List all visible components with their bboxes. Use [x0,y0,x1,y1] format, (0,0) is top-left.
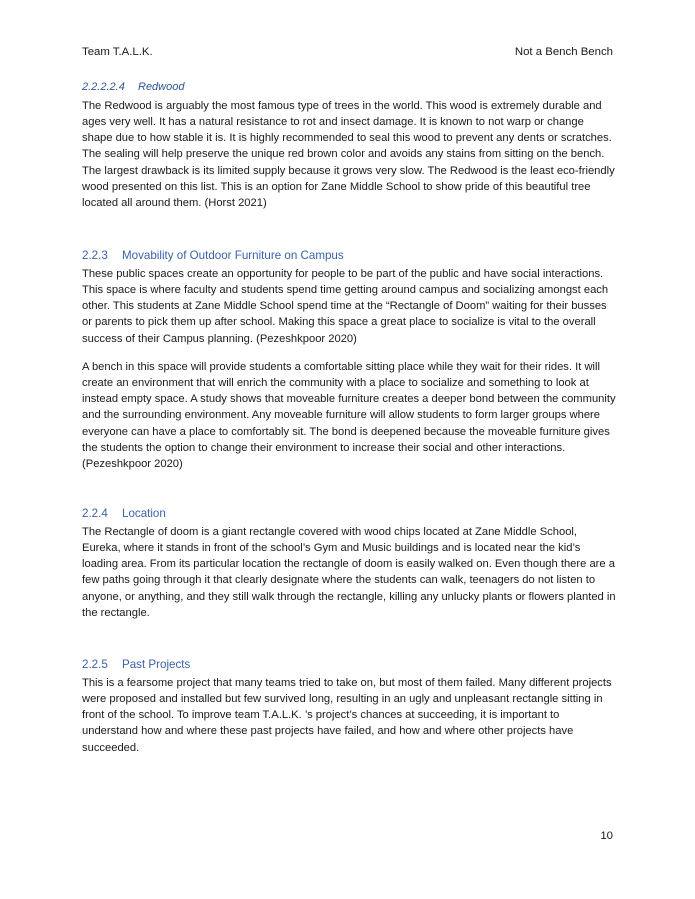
section-title: Location [122,507,166,520]
paragraph-movability-2: A bench in this space will provide students a comfortable sitting place while they wait for their rides. It will create an environment that will enrich the community with a place to socialize and something to look at instead empty space. A study shows that moveable furniture creates a deeper bond between the community and the surrounding environment. Any moveable furniture will allow students to form larger groups where everyone can have a place to comfortably sit. The bond is deepened because the moveable furniture gives the students the option to change their environment to increase their social and other interactions. (Pezeshkpoor 2020) [82,361,616,470]
section-number: 2.2.2.2.4 [82,81,125,93]
page-number: 10 [600,830,613,842]
section-number: 2.2.3 [82,249,108,262]
section-title: Redwood [138,81,185,93]
paragraph-redwood: The Redwood is arguably the most famous type of trees in the world. This wood is extremely durable and ages very well. It has a natural resistance to rot and insect damage. It is known to not warp or change shape due to how stable it is. It is highly recommended to seal this wood to prevent any dents or scratches. The sealing will help preserve the unique red brown color and avoids any stains from sitting on the bench. The largest drawback is its limited supply because it grows very slow. The Redwood is the least eco-friendly wood presented on this list. This is an option for Zane Middle School to show pride of this beautiful tree located all around them. (Horst 2021) [82,100,615,209]
header-team-name: Team T.A.L.K. [82,46,153,58]
paragraph-movability-1: These public spaces create an opportunity for people to be part of the public and have social interactions. This space is where faculty and students spend time getting around campus and socializing amongst each other. This students at Zane Middle School spend time at the “Rectangle of Doom” waiting for their busses or parents to pick them up after school. Making this space a great place to socialize is vital to the overall success of their Campus planning. (Pezeshkpoor 2020) [82,268,609,345]
section-heading-redwood [82,81,184,93]
section-title: Movability of Outdoor Furniture on Campus [122,249,344,262]
paragraph-location: The Rectangle of doom is a giant rectangle covered with wood chips located at Zane Middle School, Eureka, where it stands in front of the school’s Gym and Music buildings and is located near the kid’s loading area. From its particular location the rectangle of doom is easily walked on. Even though there are a few paths going through it that clearly designate where the students can walk, teenagers do not listen to anyone, or anything, and they still walk through the rectangle, killing any unlucky plants or flowers planted in the rectangle. [82,526,616,619]
page-header [82,46,613,62]
section-number: 2.2.4 [82,507,108,520]
paragraph-past-projects: This is a fearsome project that many teams tried to take on, but most of them failed. Many different projects were proposed and installed but few survived long, resulting in an ugly and unpleasant rectangle sitting in front of the school. To improve team T.A.L.K. ’s project’s chances at succeeding, it is important to understand how and where these past projects have failed, and how and where other projects have succeeded. [82,677,612,754]
section-heading-location [82,507,166,520]
section-number: 2.2.5 [82,658,108,671]
section-heading-past-projects [82,658,190,671]
header-document-title: Not a Bench Bench [514,46,613,58]
section-heading-movability [82,249,344,262]
section-title: Past Projects [122,658,191,671]
